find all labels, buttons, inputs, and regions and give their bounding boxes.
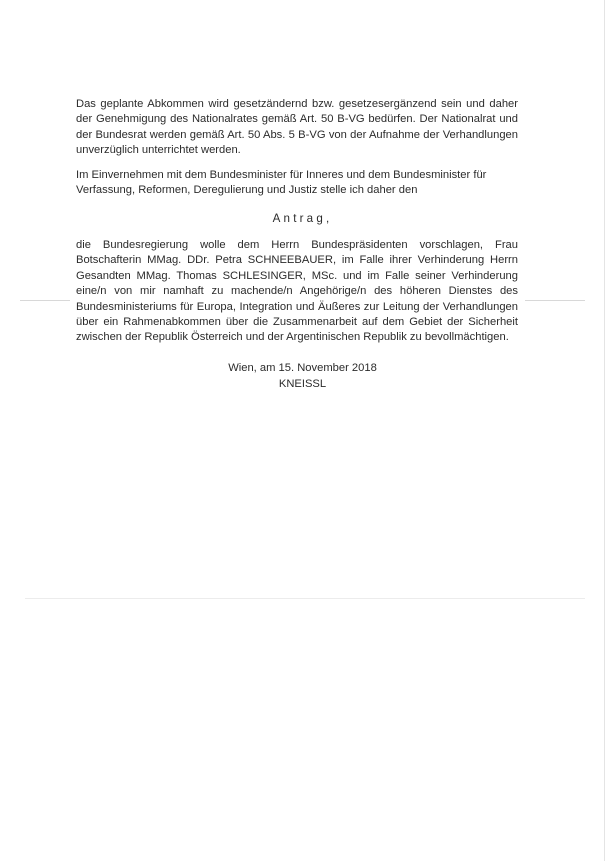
- scan-artifact-line: [25, 598, 585, 599]
- paragraph-approval-requirement: Das geplante Abkommen wird gesetzändernd bzw. gesetzesergänzend sein und daher der Genehmigung des Nationalrates gemäß Art. 50 B-VG bedürfen. Der Nationalrat und der Bundesrat werden gemäß Art. 50 Abs. 5 B-VG von der Aufnahme der Verhandlungen unverzüglich unterrichtet werden.: [76, 98, 518, 157]
- paragraph-agreement-ministers: Im Einvernehmen mit dem Bundesminister für Inneres und dem Bundesminister für Verfassung, Reformen, Deregulierung und Justiz stelle ich daher den: [76, 169, 487, 197]
- place-date: Wien, am 15. November 2018: [228, 362, 377, 374]
- motion-heading: Antrag,: [272, 212, 333, 225]
- signature-block: [0, 361, 605, 392]
- scan-artifact-right: [525, 300, 585, 301]
- paragraph-motion-text: die Bundesregierung wolle dem Herrn Bundespräsidenten vorschlagen, Frau Botschafterin MMag. DDr. Petra SCHNEEBAUER, im Falle ihrer Verhinderung Herrn Gesandten MMag. Thomas SCHLESINGER, MSc. und im Falle seiner Verhinderung eine/n von mir namhaft zu machende/n Angehörige/n des höheren Dienstes des Bundesministeriums für Europa, Integration und Äußeres zur Leitung der Verhandlungen über ein Rahmenabkommen über die Zusammenarbeit auf dem Gebiet der Sicherheit zwischen der Republik Österreich und der Argentinischen Republik zu bevollmächtigen.: [76, 239, 518, 344]
- signatory-name: KNEISSL: [278, 377, 327, 390]
- scan-artifact-left: [20, 300, 70, 301]
